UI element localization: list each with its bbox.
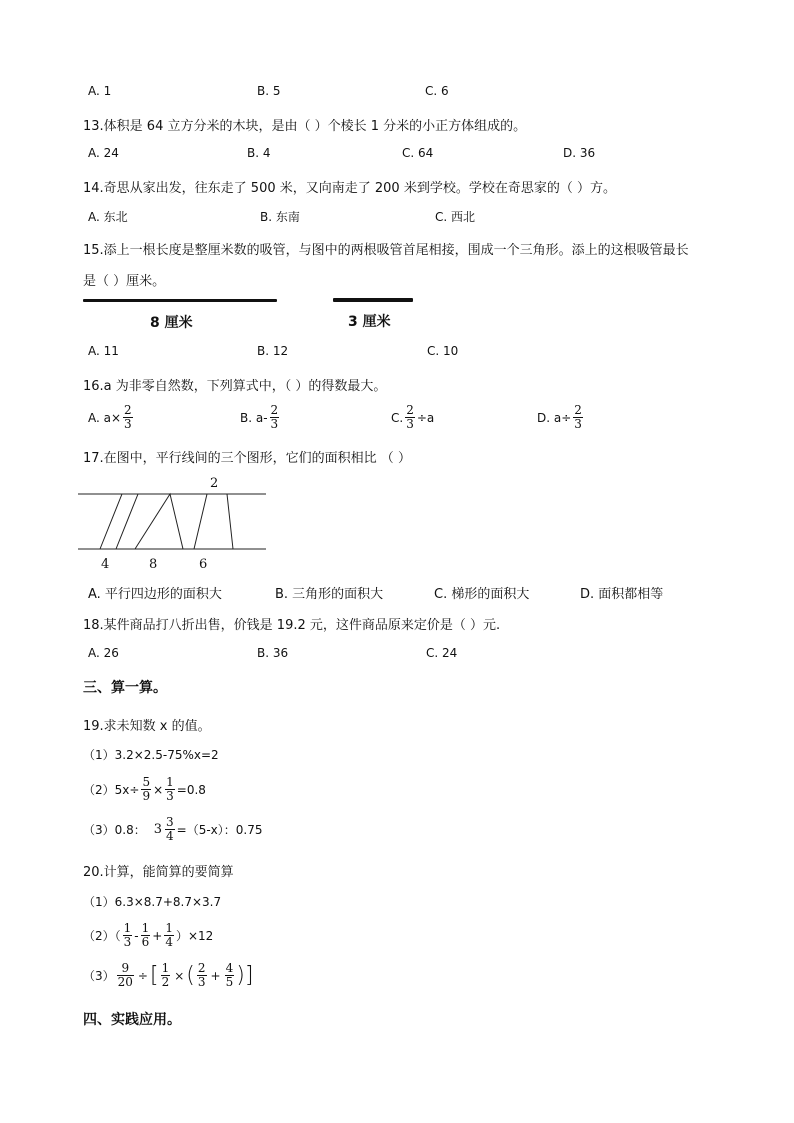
left-paren: ( bbox=[186, 963, 195, 988]
q19-p2-prefix: （2）5x÷ bbox=[83, 783, 140, 797]
q19-p2-suffix: =0.8 bbox=[176, 782, 206, 797]
q16-c-prefix: C. bbox=[391, 410, 404, 425]
q15-option-a: A. 11 bbox=[88, 344, 119, 358]
straw-8cm bbox=[83, 299, 277, 302]
label-bottom-4: 4 bbox=[101, 557, 110, 572]
fraction: $\frac{5}{9}$ bbox=[142, 775, 151, 803]
q19-part2 bbox=[83, 776, 206, 803]
q15-option-c: C. 10 bbox=[427, 344, 459, 358]
triangle-shape bbox=[135, 494, 183, 549]
fraction: $\frac{2}{3}$ bbox=[574, 403, 582, 431]
q19-p3-suffix: =（5-x）：0.75 bbox=[176, 823, 263, 837]
q16-option-a bbox=[88, 404, 135, 431]
section-3-heading: 三、算一算。 bbox=[83, 680, 167, 696]
q19-p3-prefix: （3）0.8： bbox=[83, 823, 146, 837]
q14-question: 14.奇思从家出发，往东走了 500 米，又向南走了 200 米到学校。学校在奇思家的（ ）方。 bbox=[83, 181, 616, 196]
q18-option-b: B. 36 bbox=[257, 646, 289, 660]
q17-option-a: A. 平行四边形的面积大 bbox=[88, 587, 222, 602]
fraction: $\frac{2}{3}$ bbox=[270, 403, 279, 431]
q15-option-b: B. 12 bbox=[257, 344, 289, 358]
divide-sign: ÷ bbox=[137, 968, 148, 983]
q17-option-d: D. 面积都相等 bbox=[580, 587, 664, 602]
q14-option-a: A. 东北 bbox=[88, 210, 128, 224]
q18-question: 18.某件商品打八折出售，价钱是 19.2 元，这件商品原来定价是（ ）元. bbox=[83, 618, 501, 633]
minus-sign: - bbox=[134, 928, 139, 943]
q12-option-a: A. 1 bbox=[88, 84, 112, 98]
q19-question: 19.求未知数 x 的值。 bbox=[83, 719, 211, 734]
left-bracket: [ bbox=[149, 963, 159, 988]
q17-question: 17.在图中，平行线间的三个图形，它们的面积相比 （ ） bbox=[83, 451, 411, 466]
straw-3cm-label: 3 厘米 bbox=[348, 314, 391, 330]
q20-part2 bbox=[83, 922, 213, 949]
straw-8cm-label: 8 厘米 bbox=[150, 315, 193, 331]
fraction: $\frac{2}{3}$ bbox=[406, 403, 414, 431]
q12-option-b: B. 5 bbox=[257, 84, 281, 98]
fraction: $\frac{1}{3}$ bbox=[166, 775, 174, 803]
q17-option-b: B. 三角形的面积大 bbox=[275, 587, 384, 602]
q20-part1: （1）6.3×8.7+8.7×3.7 bbox=[83, 895, 222, 909]
trapezoid-shape bbox=[194, 494, 233, 549]
fraction: $\frac{3}{4}$ bbox=[166, 815, 174, 843]
fraction: $\frac{2}{3}$ bbox=[124, 403, 132, 431]
mixed-number: 3 $\frac{3}{4}$ bbox=[153, 815, 174, 843]
fraction: $\frac{1}{2}$ bbox=[161, 961, 170, 989]
right-paren: ) bbox=[236, 963, 245, 988]
q16-option-d bbox=[537, 404, 585, 431]
q15-question-line1: 15.添上一根长度是整厘米数的吸管，与图中的两根吸管首尾相接，围成一个三角形。添上的这根吸管最长 bbox=[83, 243, 689, 258]
q15-question-line2: 是（ ）厘米。 bbox=[83, 274, 166, 289]
fraction: $\frac{4}{5}$ bbox=[225, 961, 234, 989]
q17-option-c: C. 梯形的面积大 bbox=[434, 587, 530, 602]
parallel-lines-figure bbox=[78, 472, 268, 572]
straw-3cm bbox=[333, 298, 413, 302]
q14-option-b: B. 东南 bbox=[260, 210, 300, 224]
q16-option-b bbox=[240, 404, 281, 431]
plus-sign: + bbox=[210, 968, 221, 983]
times-sign: × bbox=[174, 968, 185, 983]
fraction: $\frac{9}{20}$ bbox=[117, 961, 133, 989]
q20-p3-prefix: （3） bbox=[83, 969, 115, 983]
q19-part1: （1）3.2×2.5-75%x=2 bbox=[83, 748, 219, 762]
q19-part3 bbox=[83, 816, 263, 843]
q16-d-prefix: D. a÷ bbox=[537, 410, 572, 425]
plus-sign: + bbox=[152, 928, 163, 943]
parallelogram-shape bbox=[100, 494, 138, 549]
q13-question: 13.体积是 64 立方分米的木块，是由（ ）个棱长 1 分米的小正方体组成的。 bbox=[83, 119, 527, 134]
q20-p2-suffix: ）×12 bbox=[175, 929, 214, 943]
fraction: $\frac{1}{6}$ bbox=[141, 921, 150, 949]
fraction: $\frac{1}{3}$ bbox=[123, 921, 132, 949]
q13-option-b: B. 4 bbox=[247, 146, 271, 160]
q13-option-d: D. 36 bbox=[563, 146, 596, 160]
label-bottom-6: 6 bbox=[199, 557, 208, 572]
q16-c-suffix: ÷a bbox=[416, 410, 435, 425]
q18-option-c: C. 24 bbox=[426, 646, 458, 660]
q16-b-prefix: B. a- bbox=[240, 410, 268, 425]
right-bracket: ] bbox=[244, 963, 254, 988]
fraction: $\frac{2}{3}$ bbox=[197, 961, 206, 989]
q18-option-a: A. 26 bbox=[88, 646, 119, 660]
q20-p2-prefix: （2）（ bbox=[83, 929, 121, 943]
q13-option-c: C. 64 bbox=[402, 146, 434, 160]
q20-part3 bbox=[83, 962, 253, 989]
q19-p2-times: × bbox=[153, 782, 164, 797]
q16-a-prefix: A. a× bbox=[88, 410, 122, 425]
q12-option-c: C. 6 bbox=[425, 84, 449, 98]
q16-option-c bbox=[391, 404, 434, 431]
q16-question: 16.a 为非零自然数，下列算式中，（ ）的得数最大。 bbox=[83, 379, 387, 394]
q14-option-c: C. 西北 bbox=[435, 210, 476, 224]
fraction: $\frac{1}{4}$ bbox=[165, 921, 173, 949]
label-bottom-8: 8 bbox=[149, 557, 158, 572]
section-4-heading: 四、实践应用。 bbox=[83, 1012, 181, 1028]
q20-question: 20.计算，能简算的要简算 bbox=[83, 865, 234, 880]
q13-option-a: A. 24 bbox=[88, 146, 119, 160]
label-top-2: 2 bbox=[210, 476, 219, 491]
